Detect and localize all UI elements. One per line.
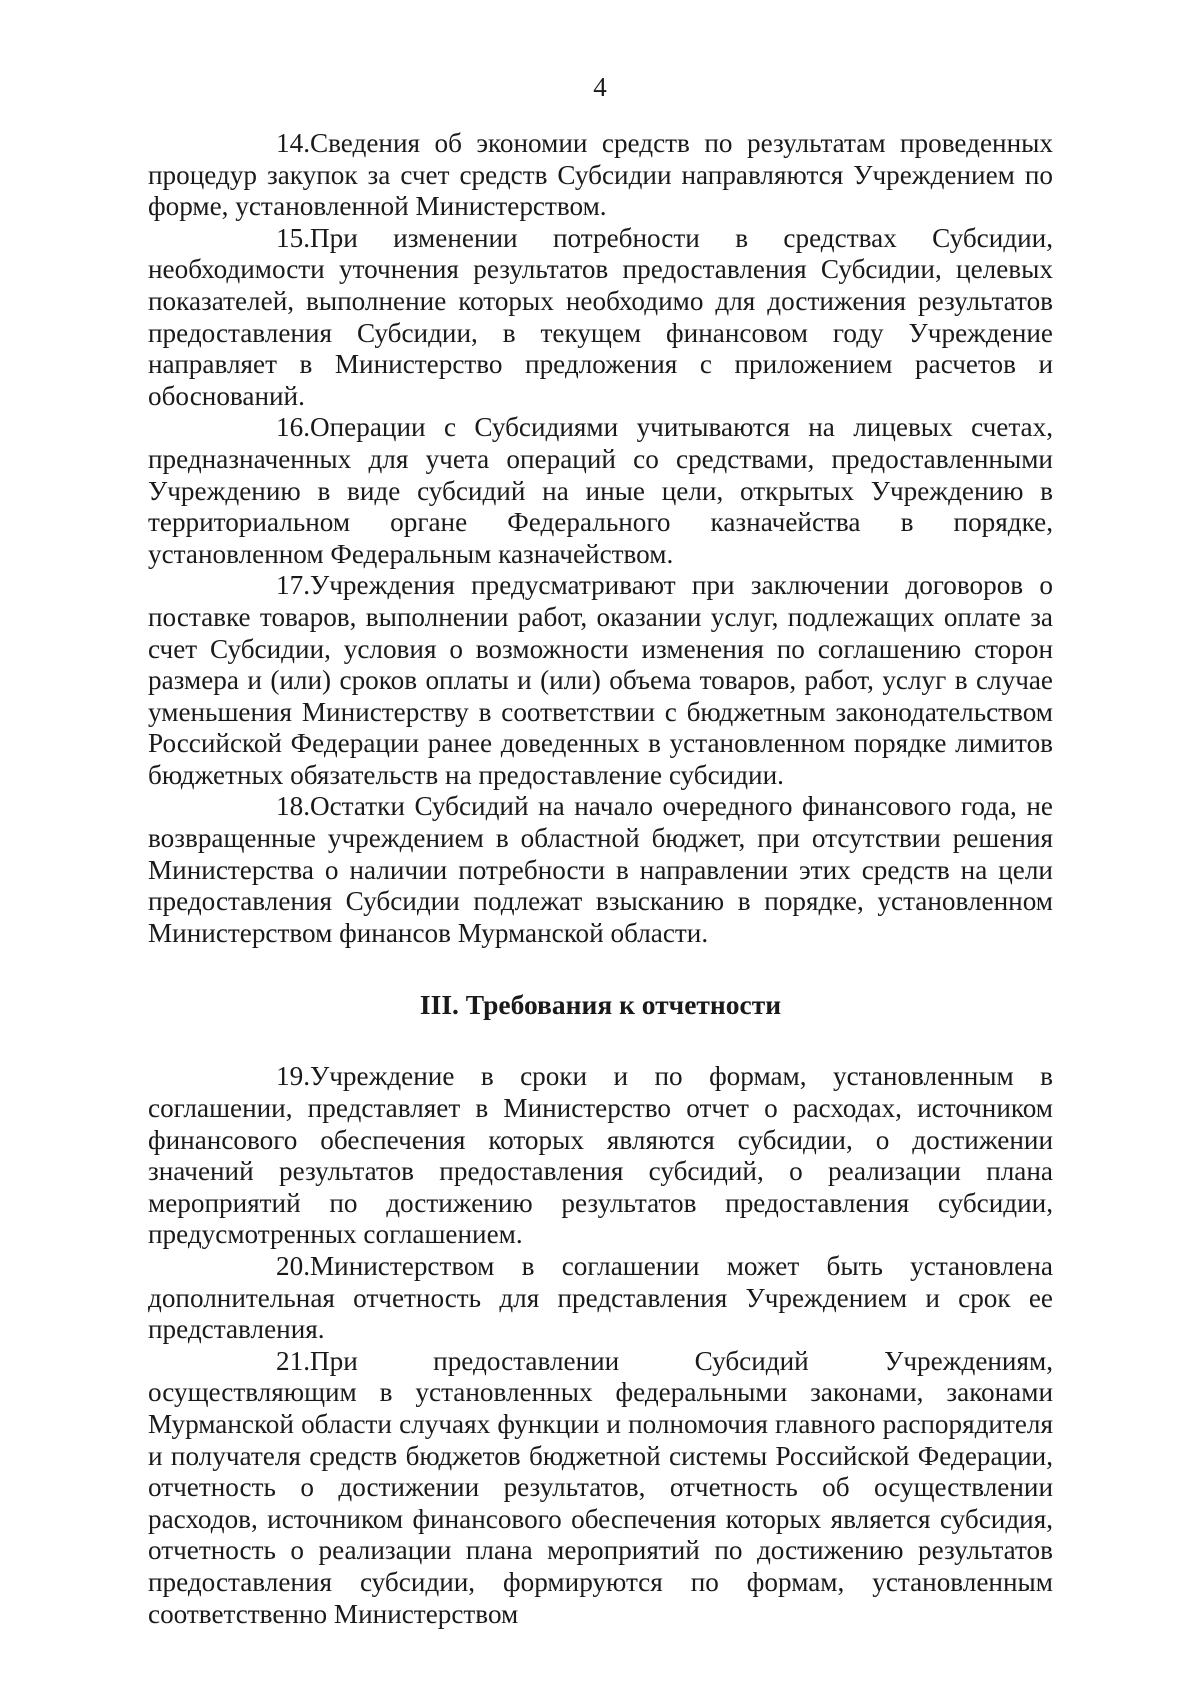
paragraph-17 [148,570,1053,791]
page-number: 4 [593,72,607,102]
paragraph-text: Учреждения предусматривают при заключении договоров о поставке товаров, выполнении работ, оказании услуг, подлежащих оплате за счет Субсидии, условия о возможности изменения по соглашению сторон размера и (или) сроков оплаты и (или) объема товаров, работ, услуг в случае уменьшения Министерству в соответствии с бюджетным законодательством Российской Федерации ранее доведенных в установленном порядке лимитов бюджетных обязательств на предоставление субсидии. [148,570,1053,790]
paragraph-20 [148,1251,1053,1346]
paragraph-number: 21. [276,1345,310,1376]
section-title: III. Требования к отчетности [419,989,782,1021]
paragraph-number: 14. [276,128,310,158]
paragraph-number: 18. [276,791,310,822]
paragraph-number: 17. [276,570,310,601]
paragraph-text: При предоставлении Субсидий Учреждениям, осуществляющим в установленных федеральными законами, законами Мурманской области случаях функции и полномочия главного распорядителя и получателя средств бюджетов бюджетной системы Российской Федерации, отчетность о достижении результатов, отчетность об осуществлении расходов, источником финансового обеспечения которых является субсидия, отчетность о реализации плана мероприятий по достижению результатов предоставления субсидии, формируются по формам, установленным соответственно Министерством [148,1345,1053,1629]
paragraph-text: Министерством в соглашении может быть установлена дополнительная отчетность для представления Учреждением и срок ее представления. [148,1251,1053,1345]
paragraph-18 [148,791,1053,949]
paragraph-text: Операции с Субсидиями учитываются на лицевых счетах, предназначенных для учета операций со средствами, предоставленными Учреждению в виде субсидий на иные цели, открытых Учреждению в территориальном органе Федерального казначейства в порядке, установленном Федеральным казначейством. [148,412,1053,569]
paragraph-text: При изменении потребности в средствах Субсидии, необходимости уточнения результатов предоставления Субсидии, целевых показателей, выполнение которых необходимо для достижения результатов предоставления Субсидии, в текущем финансовом году Учреждение направляет в Министерство предложения с приложением расчетов и обоснований. [148,222,1053,411]
paragraph-text: Остатки Субсидий на начало очередного финансового года, не возвращенные учреждением в областной бюджет, при отсутствии решения Министерства о наличии потребности в направлении этих средств на цели предоставления Субсидии подлежат взысканию в порядке, установленном Министерством финансов Мурманской области. [148,791,1053,948]
paragraph-14 [148,128,1053,223]
paragraph-number: 19. [276,1061,310,1092]
paragraph-19 [148,1061,1053,1251]
paragraph-number: 16. [276,412,310,443]
document-body [148,128,1053,1630]
paragraph-15 [148,223,1053,413]
paragraph-number: 15. [276,222,310,253]
paragraph-number: 20. [276,1251,310,1281]
paragraph-text: Сведения об экономии средств по результатам проведенных процедур закупок за счет средств Субсидии направляются Учреждением по форме, установленной Министерством. [148,128,1053,222]
paragraph-21 [148,1346,1053,1630]
paragraph-16 [148,412,1053,570]
paragraph-text: Учреждение в сроки и по формам, установленным в соглашении, представляет в Министерство отчет о расходах, источником финансового обеспечения которых являются субсидии, о достижении значений результатов предоставления субсидий, о реализации плана мероприятий по достижению результатов предоставления субсидии, предусмотренных соглашением. [148,1061,1053,1250]
